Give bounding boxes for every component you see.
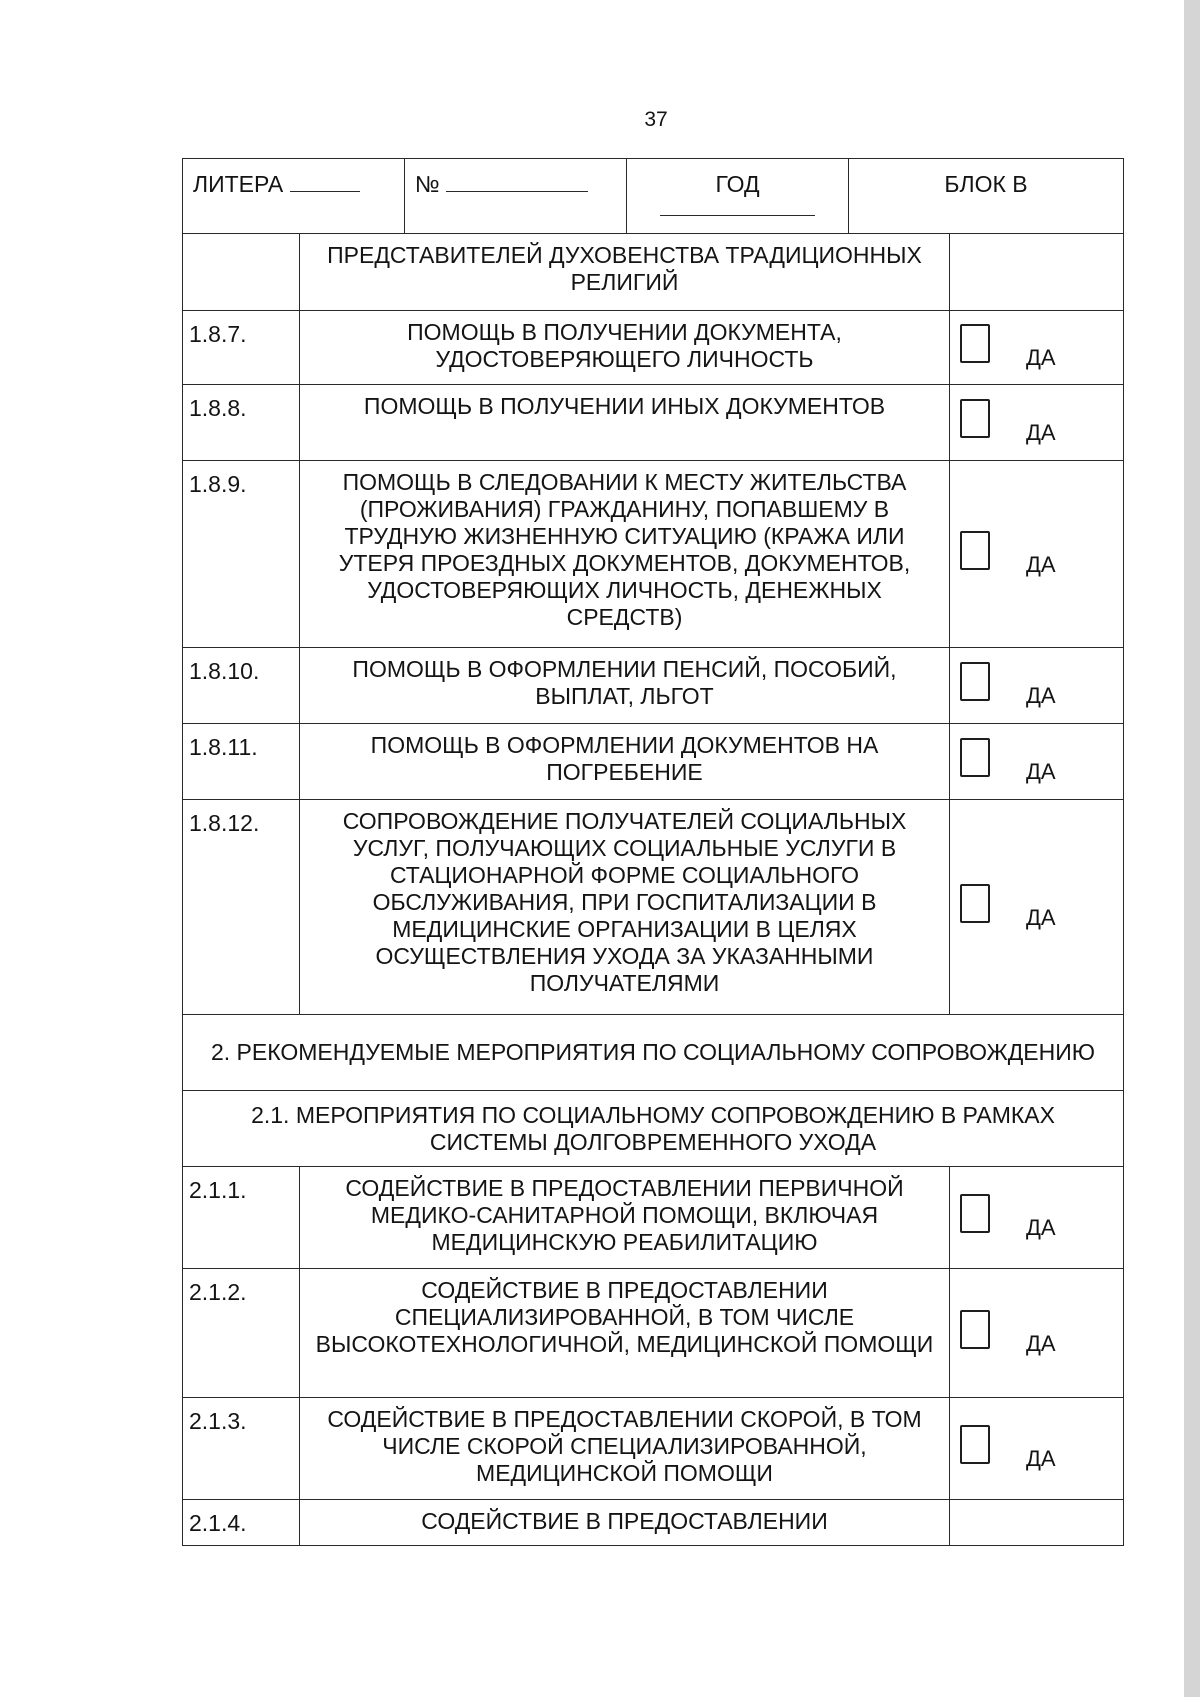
table-row bbox=[183, 1269, 1124, 1398]
table-row bbox=[183, 311, 1124, 385]
number-field[interactable] bbox=[446, 171, 588, 192]
year-label: ГОД bbox=[715, 171, 760, 197]
yes-checkbox[interactable] bbox=[960, 1425, 990, 1464]
table-row bbox=[183, 1398, 1124, 1500]
page-number: 37 bbox=[644, 108, 668, 131]
row-mark-cell bbox=[950, 1500, 1124, 1546]
form-header bbox=[182, 158, 1124, 234]
number-label: № bbox=[415, 171, 440, 197]
yes-checkbox[interactable] bbox=[960, 738, 990, 777]
yes-label: ДА bbox=[1026, 905, 1056, 930]
table-row bbox=[183, 385, 1124, 461]
row-mark-cell bbox=[950, 724, 1124, 800]
yes-label: ДА bbox=[1026, 683, 1056, 708]
row-mark-cell bbox=[950, 234, 1124, 311]
row-text: СОДЕЙСТВИЕ В ПРЕДОСТАВЛЕНИИ СКОРОЙ, В ТОМ ЧИСЛЕ СКОРОЙ СПЕЦИАЛИЗИРОВАННОЙ, МЕДИЦИНСКОЙ ПОМОЩИ bbox=[300, 1398, 950, 1500]
yes-label: ДА bbox=[1026, 420, 1056, 445]
row-text: ПОМОЩЬ В СЛЕДОВАНИИ К МЕСТУ ЖИТЕЛЬСТВА (ПРОЖИВАНИЯ) ГРАЖДАНИНУ, ПОПАВШЕМУ В ТРУДНУЮ ЖИЗНЕННУЮ СИТУАЦИЮ (КРАЖА ИЛИ УТЕРЯ ПРОЕЗДНЫХ ДОКУМЕНТОВ, ДОКУМЕНТОВ, УДОСТОВЕРЯЮЩИХ ЛИЧНОСТЬ, ДЕНЕЖНЫХ СРЕДСТВ) bbox=[300, 461, 950, 648]
row-number: 1.8.7. bbox=[183, 311, 300, 385]
yes-checkbox[interactable] bbox=[960, 1194, 990, 1233]
litera-field[interactable] bbox=[290, 171, 360, 192]
yes-checkbox[interactable] bbox=[960, 531, 990, 570]
form-sheet bbox=[182, 158, 1123, 1546]
services-table bbox=[182, 233, 1124, 1546]
row-number: 1.8.11. bbox=[183, 724, 300, 800]
row-number: 2.1.3. bbox=[183, 1398, 300, 1500]
block-cell bbox=[849, 159, 1124, 234]
row-mark-cell bbox=[950, 800, 1124, 1015]
row-mark-cell bbox=[950, 385, 1124, 461]
row-number: 2.1.2. bbox=[183, 1269, 300, 1398]
litera-label: ЛИТЕРА bbox=[193, 171, 284, 197]
yes-checkbox[interactable] bbox=[960, 662, 990, 701]
yes-checkbox[interactable] bbox=[960, 1310, 990, 1349]
row-text: ПРЕДСТАВИТЕЛЕЙ ДУХОВЕНСТВА ТРАДИЦИОННЫХ РЕЛИГИЙ bbox=[300, 234, 950, 311]
row-number: 2.1.4. bbox=[183, 1500, 300, 1546]
row-number: 1.8.10. bbox=[183, 648, 300, 724]
row-text: ПОМОЩЬ В ОФОРМЛЕНИИ ДОКУМЕНТОВ НА ПОГРЕБЕНИЕ bbox=[300, 724, 950, 800]
row-number-cell bbox=[183, 234, 300, 311]
row-mark-cell bbox=[950, 648, 1124, 724]
row-mark-cell bbox=[950, 1269, 1124, 1398]
row-mark-cell bbox=[950, 311, 1124, 385]
row-text: СОПРОВОЖДЕНИЕ ПОЛУЧАТЕЛЕЙ СОЦИАЛЬНЫХ УСЛУГ, ПОЛУЧАЮЩИХ СОЦИАЛЬНЫЕ УСЛУГИ В СТАЦИОНАРНОЙ ФОРМЕ СОЦИАЛЬНОГО ОБСЛУЖИВАНИЯ, ПРИ ГОСПИТАЛИЗАЦИИ В МЕДИЦИНСКИЕ ОРГАНИЗАЦИИ В ЦЕЛЯХ ОСУЩЕСТВЛЕНИЯ УХОДА ЗА УКАЗАННЫМИ ПОЛУЧАТЕЛЯМИ bbox=[300, 800, 950, 1015]
row-number: 1.8.9. bbox=[183, 461, 300, 648]
row-text: СОДЕЙСТВИЕ В ПРЕДОСТАВЛЕНИИ bbox=[300, 1500, 950, 1546]
row-text: СОДЕЙСТВИЕ В ПРЕДОСТАВЛЕНИИ ПЕРВИЧНОЙ МЕДИКО-САНИТАРНОЙ ПОМОЩИ, ВКЛЮЧАЯ МЕДИЦИНСКУЮ РЕАБИЛИТАЦИЮ bbox=[300, 1167, 950, 1269]
section-2-1-title: 2.1. МЕРОПРИЯТИЯ ПО СОЦИАЛЬНОМУ СОПРОВОЖДЕНИЮ В РАМКАХ СИСТЕМЫ ДОЛГОВРЕМЕННОГО УХОДА bbox=[183, 1091, 1124, 1167]
yes-label: ДА bbox=[1026, 759, 1056, 784]
table-row bbox=[183, 800, 1124, 1015]
year-cell bbox=[627, 159, 849, 234]
table-row bbox=[183, 461, 1124, 648]
table-row bbox=[183, 234, 1124, 311]
yes-checkbox[interactable] bbox=[960, 399, 990, 438]
litera-cell bbox=[183, 159, 405, 234]
services-table-body bbox=[183, 234, 1124, 1546]
row-number: 1.8.12. bbox=[183, 800, 300, 1015]
row-mark-cell bbox=[950, 1398, 1124, 1500]
table-row bbox=[183, 1500, 1124, 1546]
yes-label: ДА bbox=[1026, 552, 1056, 577]
section-2-title: 2. РЕКОМЕНДУЕМЫЕ МЕРОПРИЯТИЯ ПО СОЦИАЛЬНОМУ СОПРОВОЖДЕНИЮ bbox=[183, 1015, 1124, 1091]
number-cell bbox=[405, 159, 627, 234]
row-text: ПОМОЩЬ В ПОЛУЧЕНИИ ДОКУМЕНТА, УДОСТОВЕРЯЮЩЕГО ЛИЧНОСТЬ bbox=[300, 311, 950, 385]
yes-label: ДА bbox=[1026, 1331, 1056, 1356]
row-number: 1.8.8. bbox=[183, 385, 300, 461]
yes-label: ДА bbox=[1026, 1446, 1056, 1471]
page-edge-shadow bbox=[1184, 0, 1200, 1697]
table-row bbox=[183, 648, 1124, 724]
yes-label: ДА bbox=[1026, 1215, 1056, 1240]
row-number: 2.1.1. bbox=[183, 1167, 300, 1269]
yes-label: ДА bbox=[1026, 345, 1056, 370]
section-row bbox=[183, 1015, 1124, 1091]
block-label: БЛОК В bbox=[944, 171, 1028, 197]
table-row bbox=[183, 1167, 1124, 1269]
year-field[interactable] bbox=[660, 215, 815, 216]
table-row bbox=[183, 724, 1124, 800]
row-text: СОДЕЙСТВИЕ В ПРЕДОСТАВЛЕНИИ СПЕЦИАЛИЗИРОВАННОЙ, В ТОМ ЧИСЛЕ ВЫСОКОТЕХНОЛОГИЧНОЙ, МЕДИЦИНСКОЙ ПОМОЩИ bbox=[300, 1269, 950, 1398]
yes-checkbox[interactable] bbox=[960, 884, 990, 923]
row-mark-cell bbox=[950, 1167, 1124, 1269]
yes-checkbox[interactable] bbox=[960, 324, 990, 363]
section-row bbox=[183, 1091, 1124, 1167]
row-text: ПОМОЩЬ В ПОЛУЧЕНИИ ИНЫХ ДОКУМЕНТОВ bbox=[300, 385, 950, 461]
row-text: ПОМОЩЬ В ОФОРМЛЕНИИ ПЕНСИЙ, ПОСОБИЙ, ВЫПЛАТ, ЛЬГОТ bbox=[300, 648, 950, 724]
row-mark-cell bbox=[950, 461, 1124, 648]
